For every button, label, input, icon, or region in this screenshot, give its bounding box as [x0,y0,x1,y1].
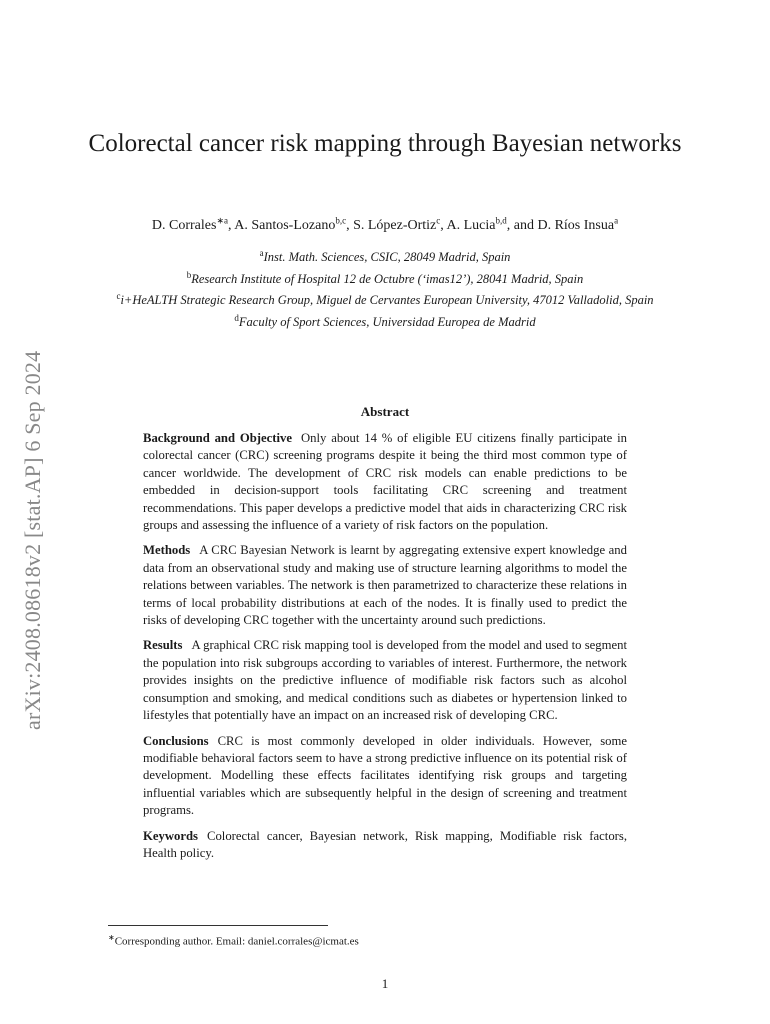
section-head: Results [143,638,183,653]
section-text: Only about 14 % of eligible EU citizens finally participate in colorectal cancer (CRC) screening programs despite it being the third most common type of cancer worldwide. The development of CRC risk models can enable predictions to be embedded in decision-support tools facilitating CRC screening and treatment recommendations. This paper develops a predictive model that aids in characterizing CRC risk groups and assessing the influence of a variety of risk factors on the population. [143,431,627,533]
abstract-section-methods [143,542,627,629]
author: A. Lucia$^{b,d}$, and [446,215,538,233]
abstract-section-background [143,430,627,534]
abstract-section-keywords [143,828,627,863]
affiliation: $^b$Research Institute of Hospital 12 de Octubre (‘imas12’), 28041 Madrid, Spain [186,269,584,286]
section-head: Methods [143,543,191,558]
arxiv-identifier-stamp[interactable]: arXiv:2408.08618v2 [stat.AP] 6 Sep 2024 [20,350,45,730]
author: S. López-Ortiz$^c$, [353,215,447,233]
abstract-section-results [143,637,627,724]
page-number: 1 [381,976,389,991]
footnote: ∗Corresponding author. Email: daniel.corrales@icmat.es [108,933,359,948]
section-head: Background and Objective [143,431,293,445]
footnote-divider [108,925,328,926]
abstract-heading: Abstract [360,404,410,419]
author: D. Corrales$^{∗a}$, [151,215,235,233]
abstract-body [143,430,627,870]
abstract-section-conclusions [143,733,627,820]
author: D. Ríos Insua$^a$ [537,215,619,233]
section-text: CRC is most commonly developed in older individuals. However, some modifiable behavioral factors seem to have a strong predictive influence on its potential risk of development. Modelling these effects facilitates identifying risk groups and targeting influential variables which are subsequently helpful in the design of screening and treatment programs. [143,733,627,818]
affiliation: $^c$i+HeALTH Strategic Research Group, Miguel de Cervantes European University, 47012 Valladolid, Spain [116,291,654,308]
affiliation-list [90,245,680,332]
author: A. Santos-Lozano$^{b,c}$, [234,215,354,233]
section-text: A graphical CRC risk mapping tool is developed from the model and used to segment the population into risk subgroups according to variables of interest. Furthermore, the network provides insights on the predictive influence of modifiable risk factors such as alcohol consumption and smoking, and medical conditions such as diabetes or hypertension linked to lifestyles that potentially have an impact on an increased risk of developing CRC. [143,638,627,723]
section-text: Colorectal cancer, Bayesian network, Risk mapping, Modifiable risk factors, Health policy. [143,828,627,860]
section-head: Keywords [143,828,198,843]
affiliation: $^d$Faculty of Sport Sciences, Universidad Europea de Madrid [234,312,536,330]
affiliation: $^a$Inst. Math. Sciences, CSIC, 28049 Madrid, Spain [259,248,511,265]
section-text: A CRC Bayesian Network is learnt by aggregating extensive expert knowledge and data from an observational study and making use of structure learning algorithms to model the relations between variables. The network is then parametrized to characterize these relations in terms of local probability distributions at each of the nodes. It is finally used to predict the risks of developing CRC together with the uncertainty around such predictions. [143,543,627,628]
section-head: Conclusions [143,733,209,748]
paper-title: Colorectal cancer risk mapping through Bayesian networks [88,130,682,157]
author-list [70,210,700,236]
